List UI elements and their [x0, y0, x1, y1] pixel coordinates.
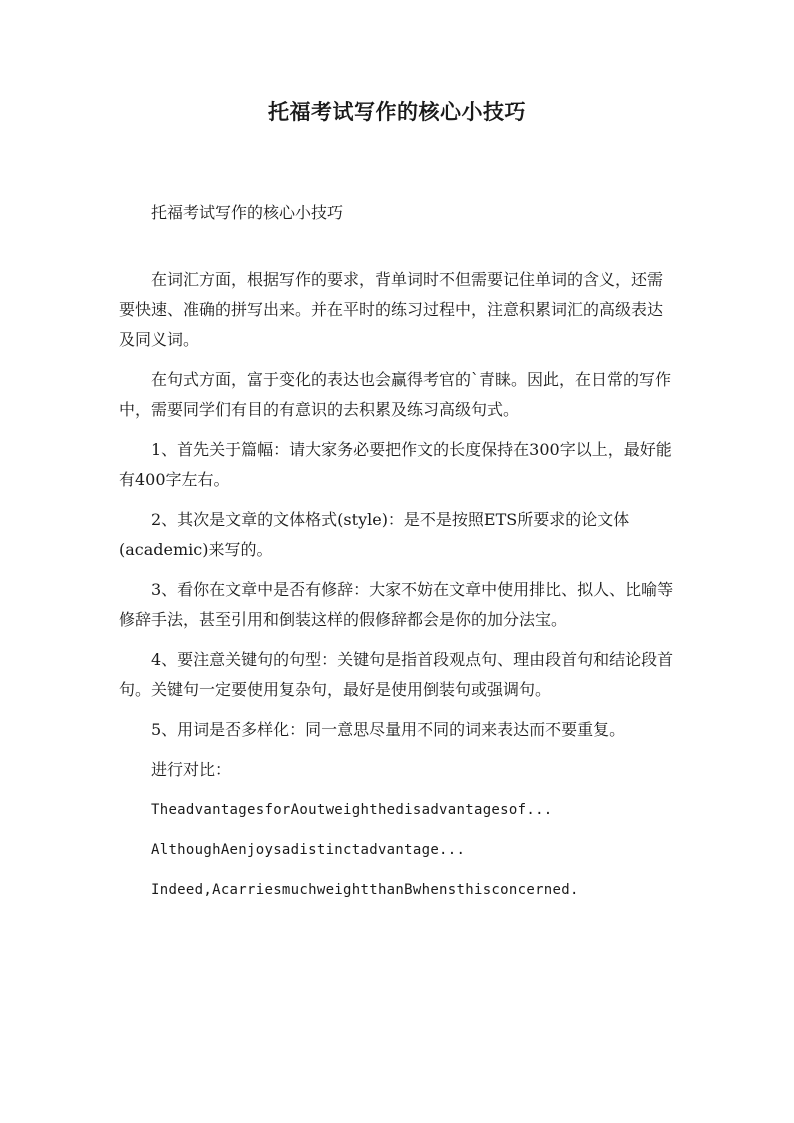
document-subtitle: 托福考试写作的核心小技巧 [151, 203, 344, 222]
example-sentence: Indeed,AcarriesmuchweightthanBwhensthisconcerned. [151, 882, 579, 898]
paragraph-comparison-intro: 进行对比： [151, 760, 232, 779]
example-sentence: AlthoughAenjoysadistinctadvantage... [151, 842, 466, 858]
paragraph-tip-word-variety: 5、用词是否多样化：同一意思尽量用不同的词来表达而不要重复。 [151, 720, 626, 739]
paragraph-sentence-patterns: 在句式方面，富于变化的表达也会赢得考官的`青睐。因此，在日常的写作中，需要同学们有目的有意识的去积累及练习高级句式。 [119, 370, 672, 419]
page-title: 托福考试写作的核心小技巧 [268, 100, 526, 124]
document-body [119, 198, 675, 905]
paragraph-tip-key-sentences: 4、要注意关键句的句型：关键句是指首段观点句、理由段首句和结论段首句。关键句一定要使用复杂句，最好是使用倒装句或强调句。 [119, 650, 674, 699]
paragraph-tip-rhetoric: 3、看你在文章中是否有修辞：大家不妨在文章中使用排比、拟人、比喻等修辞手法，甚至引用和倒装这样的假修辞都会是你的加分法宝。 [119, 580, 674, 629]
paragraph-vocabulary: 在词汇方面，根据写作的要求，背单词时不但需要记住单词的含义，还需要快速、准确的拼写出来。并在平时的练习过程中，注意积累词汇的高级表达及同义词。 [119, 270, 664, 349]
example-sentence: TheadvantagesforAoutweighthedisadvantagesof... [151, 802, 553, 818]
paragraph-tip-length: 1、首先关于篇幅：请大家务必要把作文的长度保持在300字以上，最好能有400字左右。 [119, 440, 672, 489]
paragraph-tip-style: 2、其次是文章的文体格式(style)：是不是按照ETS所要求的论文体(academic)来写的。 [119, 510, 630, 559]
